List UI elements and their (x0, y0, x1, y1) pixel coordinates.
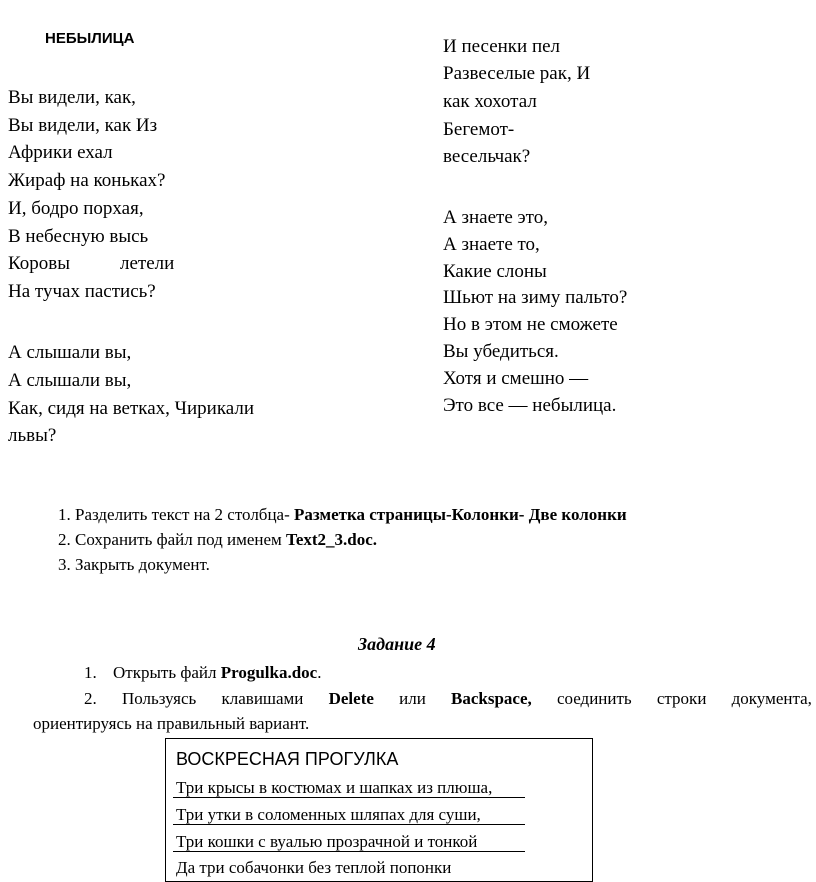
step-1 (58, 506, 627, 523)
poem-line: Шьют на зиму пальто? (443, 287, 628, 308)
poem-line: Жираф на коньках? (8, 170, 166, 191)
poem-line: как хохотал (443, 91, 537, 112)
item-number: 2. (84, 689, 97, 708)
poem-line: И, бодро порхая, (8, 198, 144, 219)
poem-line: Вы убедиться. (443, 341, 559, 362)
poem-line: Коровы (8, 253, 70, 274)
divider (173, 797, 525, 798)
poem-line: Развеселые рак, И (443, 63, 591, 84)
item-key: Delete (328, 689, 374, 708)
divider (173, 851, 525, 852)
poem-line: Вы видели, как, (8, 87, 136, 108)
poem-line: Это все — небылица. (443, 395, 617, 416)
poem-line: летели (120, 253, 175, 274)
step-number: 1. (58, 505, 71, 524)
box-line: Да три собачонки без теплой попонки (176, 858, 452, 877)
item-tail: . (317, 663, 322, 682)
step-bold: Разметка страницы-Колонки- Две колонки (294, 505, 627, 524)
step-text: Закрыть документ. (75, 555, 210, 574)
item-key: Backspace, (451, 689, 532, 708)
poem-line: Какие слоны (443, 261, 547, 282)
item-word: Пользуясь (121, 689, 197, 708)
poem-line: Бегемот- (443, 119, 515, 140)
task-item-1 (84, 664, 321, 681)
item-number: 1. (84, 663, 97, 682)
step-2 (58, 531, 377, 548)
poem-line: А слышали вы, (8, 370, 132, 391)
item-word: документа, (731, 689, 812, 708)
task-heading: Задание 4 (358, 634, 436, 654)
poem-line: Вы видели, как Из (8, 115, 158, 136)
poem-line: Но в этом не сможете (443, 314, 618, 335)
task-item-2 (84, 690, 812, 707)
poem-title: НЕБЫЛИЦА (45, 30, 135, 47)
item-word: соединить (556, 689, 632, 708)
poem-line: весельчак? (443, 146, 531, 167)
poem-line: А знаете это, (443, 207, 548, 228)
item-word: строки (656, 689, 707, 708)
step-number: 2. (58, 530, 71, 549)
poem-line: Хотя и смешно — (443, 368, 589, 389)
step-text: Сохранить файл под именем (75, 530, 282, 549)
step-bold: Text2_3.doc. (286, 530, 378, 549)
item-text: Открыть файл (113, 663, 217, 682)
poem-line: Африки ехал (8, 142, 113, 163)
item-word: клавишами (221, 689, 304, 708)
poem-line: На тучах пастись? (8, 281, 156, 302)
divider (173, 824, 525, 825)
box-line: Три крысы в костюмах и шапках из плюша, (176, 778, 493, 797)
step-3 (58, 556, 210, 573)
poem-line: львы? (8, 425, 57, 446)
step-text: Разделить текст на 2 столбца- (75, 505, 290, 524)
box-line: Три утки в соломенных шляпах для суши, (176, 805, 481, 824)
task-item-2-continued: ориентируясь на правильный вариант. (33, 714, 310, 733)
step-number: 3. (58, 555, 71, 574)
box-line: Три кошки с вуалью прозрачной и тонкой (176, 832, 478, 851)
poem-line: Как, сидя на ветках, Чирикали (8, 398, 255, 419)
poem-line: А слышали вы, (8, 342, 132, 363)
poem-line: В небесную высь (8, 226, 149, 247)
poem-line: А знаете то, (443, 234, 540, 255)
box-title: ВОСКРЕСНАЯ ПРОГУЛКА (176, 749, 399, 769)
poem-line: И песенки пел (443, 36, 561, 57)
item-filename: Progulka.doc (220, 663, 318, 682)
item-word: или (399, 689, 426, 708)
